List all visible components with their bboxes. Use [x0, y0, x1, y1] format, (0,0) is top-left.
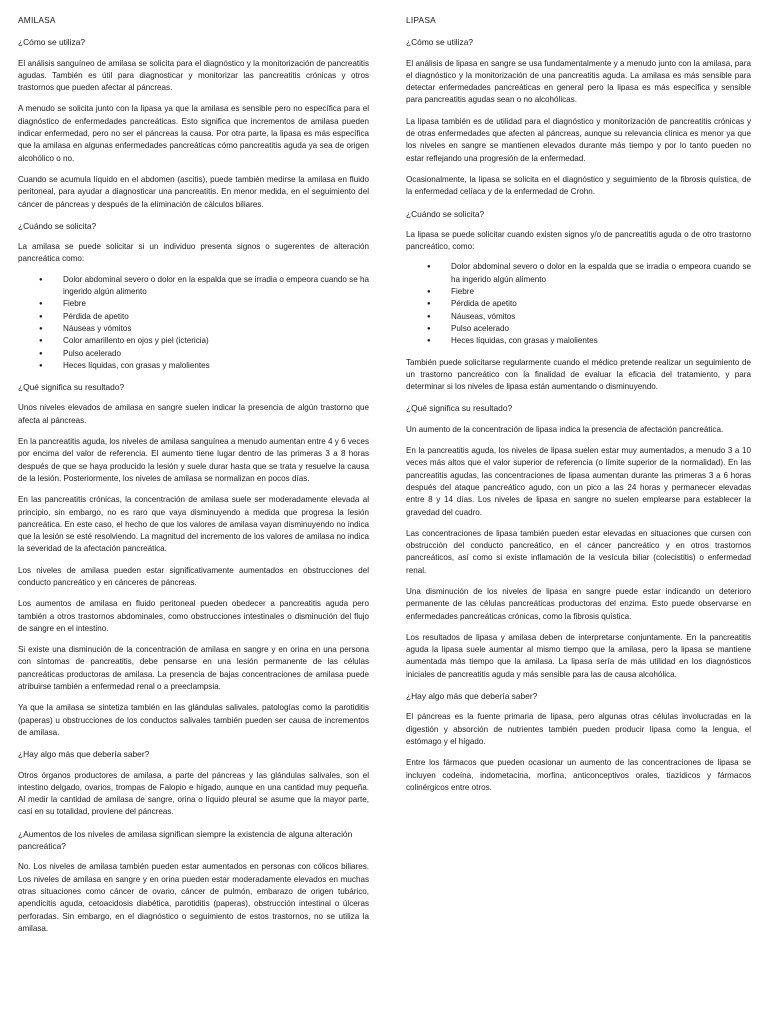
paragraph: Los resultados de lipasa y amilasa deben de interpretarse conjuntamente. En la pancreatitis aguda la lipasa suele aumentar al mismo tiempo que la amilasa, pero la lipasa se mantiene aumentada más tiempo que la amilasa. La lipasa sería de más utilidad en los diagnósticos iniciales de pancreatitis aguda y más sensible para las de causa alcohólica. [406, 632, 751, 679]
list-item: ● Náuseas, vómitos [451, 311, 751, 323]
paragraph: En la pancreatitis aguda, los niveles de amilasa sanguínea a menudo aumentan entre 4 y 6 veces por encima del valor de referencia. El aumento tiene lugar dentro de las primeras 3 a 8 horas después de que se haya producido la lesión y suele durar hasta que se trata y resuelve la causa de la lesión. Posteriormente, los niveles de amilasa se normalizan en pocos días. [18, 437, 369, 483]
lipasa-hay-algo-mas-heading: ¿Hay algo más que debería saber? [406, 691, 538, 702]
lipasa-column [406, 14, 751, 803]
list-item: ● Fiebre [451, 286, 751, 298]
paragraph: Entre los fármacos que pueden ocasionar un aumento de las concentraciones de lipasa se incluyen codeína, indometacina, morfina, anticonceptivos orales, tiazídicos y fármacos colinérgicos entre otros. [406, 758, 751, 792]
list-item: ● Heces líquidas, con grasas y malolientes [63, 360, 369, 372]
amilasa-symptom-list [18, 274, 369, 372]
paragraph: No. Los niveles de amilasa también pueden estar aumentados en personas con cólicos biliares. Los niveles de amilasa en sangre y en orina pueden estar moderadamente elevados en muchas otras situaciones como cáncer de ovario, cáncer de pulmón, embarazo de origen tubárico, apendicitis aguda, cetoacidosis diabética, parotiditis (paperas), obstrucción intestinal o úlceras perforadas. Sin embargo, en el diagnóstico o seguimiento de estos trastornos, no se utiliza la amilasa. [18, 862, 369, 933]
list-item: ● Náuseas y vómitos [63, 323, 369, 335]
paragraph: Otros órganos productores de amilasa, a parte del páncreas y las glándulas salivales, son el intestino delgado, ovarios, trompas de Falopio e hígado, aunque en una cantidad muy pequeña. Al medir la cantidad de amilasa de sangre, orina o líquido pleural se asume que la mayor parte, casi en su totalidad, proviene del páncreas. [18, 770, 369, 817]
paragraph: Si existe una disminución de la concentración de amilasa en sangre y en orina en una persona con síntomas de pancreatitis, debe pensarse en una lesión permanente de las células pancreáticas productoras de amilasa. La presencia de bajas concentraciones de amilasa puede atribuirse también a enfermedad renal o a preeclampsia. [18, 645, 369, 692]
lipasa-cuando-se-solicita-heading: ¿Cuándo se solicita? [406, 208, 485, 219]
amilasa-como-se-utiliza-heading: ¿Cómo se utiliza? [18, 37, 86, 48]
amilasa-que-significa-heading: ¿Qué significa su resultado? [18, 382, 125, 393]
paragraph: En las pancreatitis crónicas, la concentración de amilasa suele ser moderadamente elevada al principio, sin embargo, no es raro que vaya disminuyendo a medida que progresa la lesión pancreática. En este caso, el hecho de que los valores de amilasa vayan disminuyendo no indica que la lesión se esté resolviendo. La magnitud del incremento de los valores de amilasa no indica la severidad de la afectación pancreática. [18, 495, 369, 554]
paragraph: Las concentraciones de lipasa también pueden estar elevadas en situaciones que cursen con obstrucción del conducto pancreático, en el cáncer pancreático y en otros trastornos pancreáticos, así como si existe inflamación de la vesícula biliar (colecistitis) o enfermedad renal. [406, 528, 751, 575]
paragraph: A menudo se solicita junto con la lipasa ya que la amilasa es sensible pero no específica para el diagnóstico de enfermedades pancreáticas. Esto significa que incrementos de amilasa pueden indicar enfermedad, pero no ser el páncreas la causa. Por otra parte, la lipasa es más específica que la amilasa en algunas enfermedades pancreáticas cómo pancreatitis aguda ya sea de origen alcohólico o no. [18, 104, 369, 163]
list-item: ● Heces líquidas, con grasas y malolientes [451, 335, 751, 347]
paragraph: La amilasa se puede solicitar si un individuo presenta signos o sugerentes de alteración pancreática como: [18, 242, 369, 264]
paragraph: Unos niveles elevados de amilasa en sangre suelen indicar la presencia de algún trastorno que afecta al páncreas. [18, 403, 369, 425]
paragraph: Una disminución de los niveles de lipasa en sangre puede estar indicando un deterioro permanente de las células pancreáticas productoras del enzima. Esto puede observarse en enfermedades pancreáticas crónicas, como la fibrosis quística. [406, 586, 751, 621]
amilasa-aumentos-heading: ¿Aumentos de los niveles de amilasa significan siempre la existencia de alguna alteración pancreática? [18, 828, 353, 852]
list-item: ● Dolor abdominal severo o dolor en la espalda que se irradia o empeora cuando se ha ingerido algún alimento [451, 261, 751, 286]
paragraph: El análisis de lipasa en sangre se usa fundamentalmente y a menudo junto con la amilasa, para el diagnóstico y la monitorización de una pancreatitis aguda. La amilasa es más sensible para detectar enfermedades pancreáticas en general pero la lipasa es más específica y sensible para pancreatitis agudas sean o no alcohólicas. [406, 58, 751, 105]
paragraph: También puede solicitarse regularmente cuando el médico pretende realizar un seguimiento de un trastorno pancreático con la finalidad de evaluar la eficacia del tratamiento, y para determinar si los niveles de lipasa están aumentando o disminuyendo. [406, 357, 751, 392]
paragraph: Ya que la amilasa se sintetiza también en las glándulas salivales, patologías como la parotiditis (paperas) u obstrucciones de los conductos salivales también pueden ser causa de incrementos de amilasa. [18, 703, 369, 737]
amilasa-column [18, 14, 369, 944]
paragraph: La lipasa también es de utilidad para el diagnóstico y monitorización de pancreatitis crónicas y de otras enfermedades que afecten al páncreas, aunque su relevancia clínica es menor ya que los niveles en sangre se mantienen elevados durante más tiempo y por lo tanto pueden no estar reflejando una progresión de la enfermedad. [406, 116, 751, 163]
lipasa-symptom-list [406, 261, 751, 347]
paragraph: Los aumentos de amilasa en fluido peritoneal pueden obedecer a pancreatitis aguda pero también a otros trastornos abdominales, como obstrucciones intestinales o disminución del flujo de sangre en el intestino. [18, 599, 369, 633]
list-item: ● Pulso acelerado [451, 323, 751, 335]
amilasa-hay-algo-mas-heading: ¿Hay algo más que debería saber? [18, 749, 150, 760]
amilasa-title: AMILASA [18, 15, 56, 25]
paragraph: Los niveles de amilasa pueden estar significativamente aumentados en obstrucciones del conducto pancreático y en cánceres de páncreas. [18, 565, 369, 587]
paragraph: Cuando se acumula líquido en el abdomen (ascitis), puede también medirse la amilasa en fluido peritoneal, para ayudar a diagnosticar una pancreatitis. En menor medida, en el seguimiento del cáncer de páncreas y después de la eliminación de cálculos biliares. [18, 174, 369, 209]
paragraph: En la pancreatitis aguda, los niveles de lipasa suelen estar muy aumentados, a menudo 3 a 10 veces más altos que el valor superior de referencia (o límite superior de la normalidad). En las pancreatitis agudas, las concentraciones de lipasa aumentan durante las primeras 3 a 6 horas después del ataque pancreático agudo, con un pico a las 24 horas y permanecer elevadas entre 8 y 14 días. Los niveles de lipasa en sangre no suelen emplearse para establecer la gravedad del cuadro. [406, 446, 751, 517]
list-item: ● Color amarillento en ojos y piel (ictericia) [63, 335, 369, 347]
amilasa-cuando-se-solicita-heading: ¿Cuándo se solicita? [18, 220, 97, 231]
list-item: ● Pérdida de apetito [451, 298, 751, 310]
paragraph: Ocasionalmente, la lipasa se solicita en el diagnóstico y seguimiento de la fibrosis quística, de la enfermedad celíaca y de la enfermedad de Crohn. [406, 174, 751, 197]
lipasa-como-se-utiliza-heading: ¿Cómo se utiliza? [406, 37, 474, 48]
lipasa-title: LIPASA [406, 15, 436, 25]
paragraph: Un aumento de la concentración de lipasa indica la presencia de afectación pancreática. [406, 424, 724, 434]
paragraph: La lipasa se puede solicitar cuando existen signos y/o de pancreatitis aguda o de otro trastorno pancreático, como: [406, 229, 751, 252]
paragraph: El análisis sanguíneo de amilasa se solicita para el diagnóstico y la monitorización de pancreatitis agudas. También es útil para diagnosticar y monitorizar las pancreatitis crónicas y otros trastornos que pueden afectar al páncreas. [18, 58, 369, 93]
paragraph: El páncreas es la fuente primaria de lipasa, pero algunas otras células involucradas en la digestión y absorción de nutrientes también pueden producir lipasa como la lengua, el estómago y el hígado. [406, 712, 751, 746]
list-item: ● Pulso acelerado [63, 348, 369, 360]
list-item: ● Fiebre [63, 298, 369, 310]
list-item: ● Dolor abdominal severo o dolor en la espalda que se irradia o empeora cuando se ha ingerido algún alimento [63, 274, 369, 299]
list-item: ● Pérdida de apetito [63, 311, 369, 323]
lipasa-que-significa-heading: ¿Qué significa su resultado? [406, 403, 513, 414]
